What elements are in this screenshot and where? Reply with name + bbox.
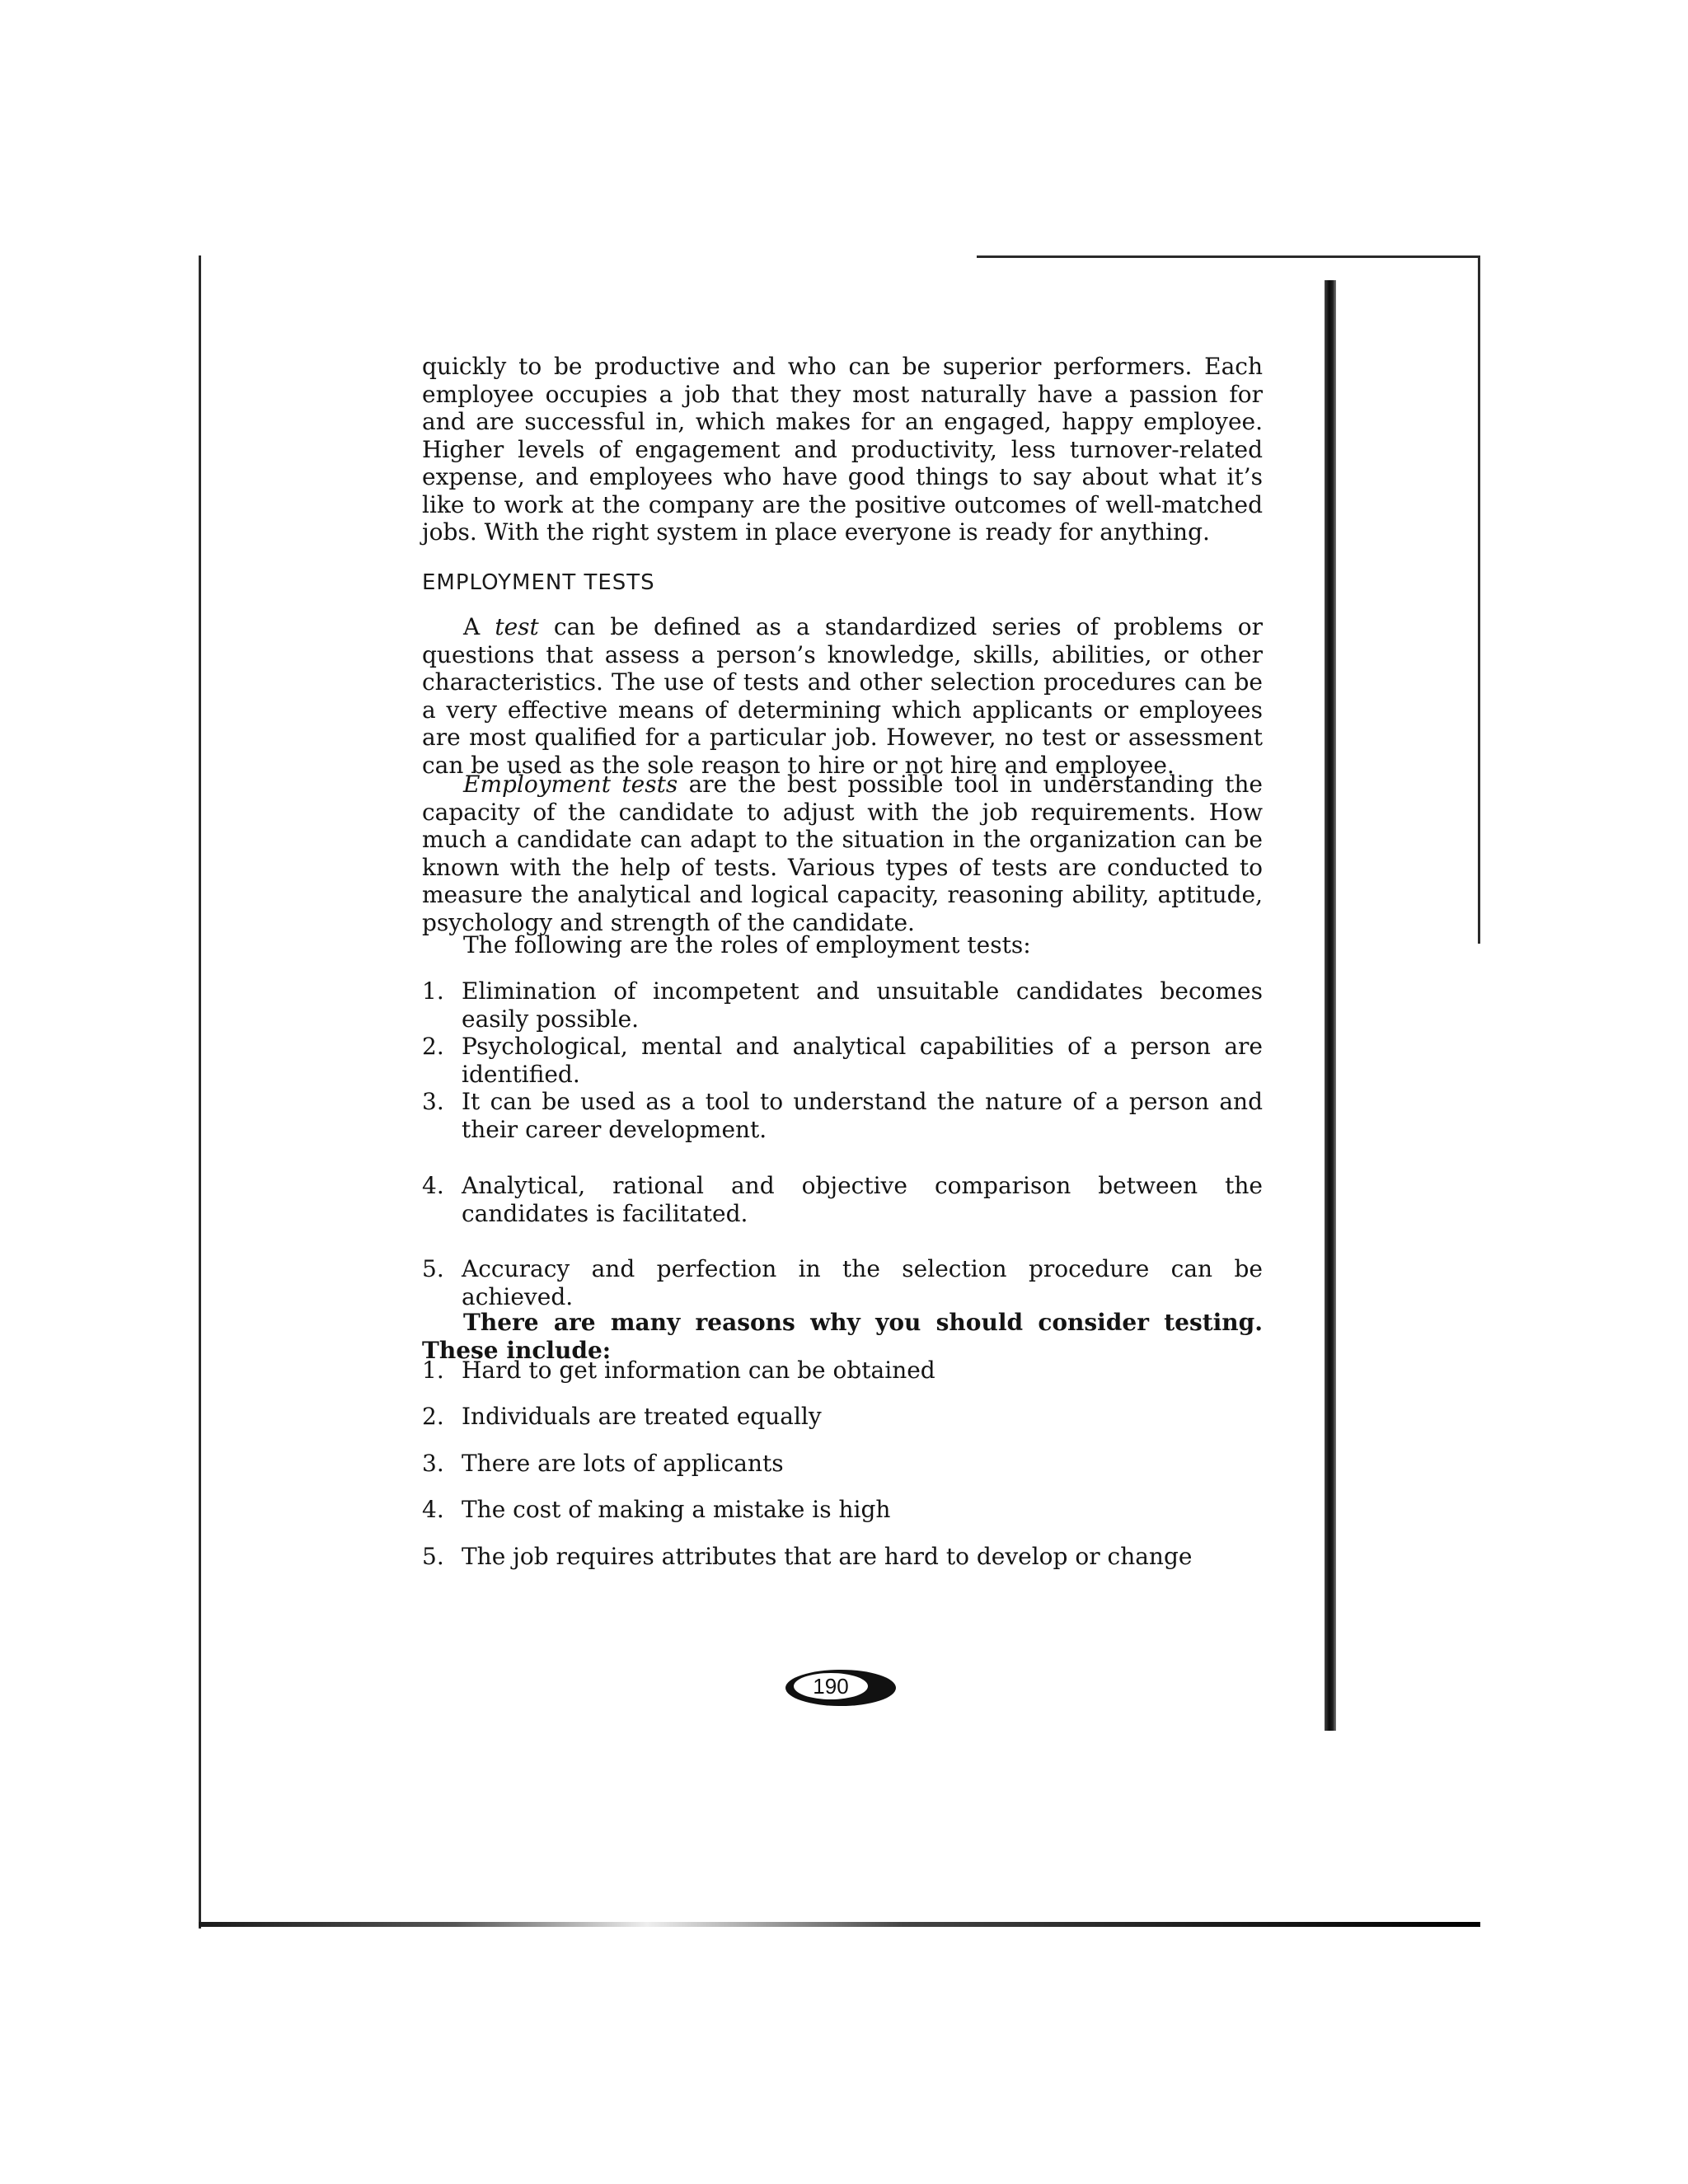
page-number: 190 — [792, 1671, 870, 1701]
list-text: It can be used as a tool to understand the nature of a person and their career development. — [462, 1088, 1263, 1143]
list-number: 2. — [422, 1403, 444, 1430]
list-text: Analytical, rational and objective comparison between the candidates is facilitated. — [462, 1172, 1263, 1227]
scan-frame-top-edge — [977, 255, 1479, 258]
list-text: Hard to get information can be obtained — [462, 1357, 935, 1384]
list-item — [422, 1450, 1263, 1478]
list-item — [422, 1357, 1263, 1385]
intro-paragraph: quickly to be productive and who can be superior performers. Each employee occupies a job that they most naturally have a passion for and are successful in, which makes for an engaged, happy employee. Higher levels of engagement and productivity, less turnover-related expense, and employees who have good things to say about what it’s like to work at the company are the positive outcomes of well-matched jobs. With the right system in place everyone is ready for anything. — [422, 353, 1263, 546]
list-text: Individuals are treated equally — [462, 1403, 822, 1430]
list-item — [422, 1543, 1263, 1571]
term-test: test — [495, 613, 539, 640]
list-item — [422, 1033, 1263, 1088]
list-text: There are lots of applicants — [462, 1450, 784, 1477]
list-number: 1. — [422, 1357, 444, 1384]
list-number: 3. — [422, 1450, 444, 1477]
test-definition-body: can be defined as a standardized series of problems or questions that assess a person’s knowledge, skills, abilities, or other characteristics. The use of tests and other selection procedures can be a very effective means of determining which applicants or employees are most qualified for a particular job. However, no test or assessment can be used as the sole reason to hire or not hire and employee. — [422, 613, 1263, 779]
book-binding-shadow — [1325, 280, 1336, 1731]
list-number: 4. — [422, 1172, 444, 1199]
term-employment-tests: Employment tests — [463, 771, 678, 798]
reasons-intro: There are many reasons why you should consider testing. These include: — [422, 1309, 1263, 1364]
list-number: 4. — [422, 1496, 444, 1523]
list-item — [422, 1088, 1263, 1143]
roles-intro: The following are the roles of employment tests: — [463, 931, 1031, 958]
list-item — [422, 1496, 1263, 1524]
test-definition-lead: A — [463, 613, 495, 640]
list-item — [422, 1403, 1263, 1431]
list-text: Psychological, mental and analytical capabilities of a person are identified. — [462, 1033, 1263, 1088]
list-item — [422, 1172, 1263, 1227]
list-text: The job requires attributes that are hard to develop or change — [462, 1543, 1193, 1570]
employment-tests-body: are the best possible tool in understanding the capacity of the candidate to adjust with the job requirements. How much a candidate can adapt to the situation in the organization can be known with the help of tests. Various types of tests are conducted to measure the analytical and logical capacity, reasoning ability, aptitude, psychology and strength of the candidate. — [422, 771, 1263, 936]
page-number-badge — [779, 1663, 903, 1709]
list-item — [422, 1255, 1263, 1310]
scan-frame-right-edge — [1478, 255, 1480, 944]
list-item — [422, 977, 1263, 1033]
list-number: 2. — [422, 1033, 444, 1060]
scan-frame-left-edge — [199, 255, 201, 1929]
list-number: 5. — [422, 1543, 444, 1570]
scan-frame-bottom-edge — [199, 1922, 1480, 1927]
list-text: Accuracy and perfection in the selection procedure can be achieved. — [462, 1255, 1263, 1310]
list-number: 5. — [422, 1255, 444, 1282]
list-text: Elimination of incompetent and unsuitable candidates becomes easily possible. — [462, 977, 1263, 1033]
list-number: 1. — [422, 977, 444, 1005]
list-number: 3. — [422, 1088, 444, 1115]
test-definition-paragraph — [422, 613, 1263, 779]
list-text: The cost of making a mistake is high — [462, 1496, 891, 1523]
employment-tests-paragraph — [422, 771, 1263, 936]
section-heading: EMPLOYMENT TESTS — [422, 570, 655, 595]
